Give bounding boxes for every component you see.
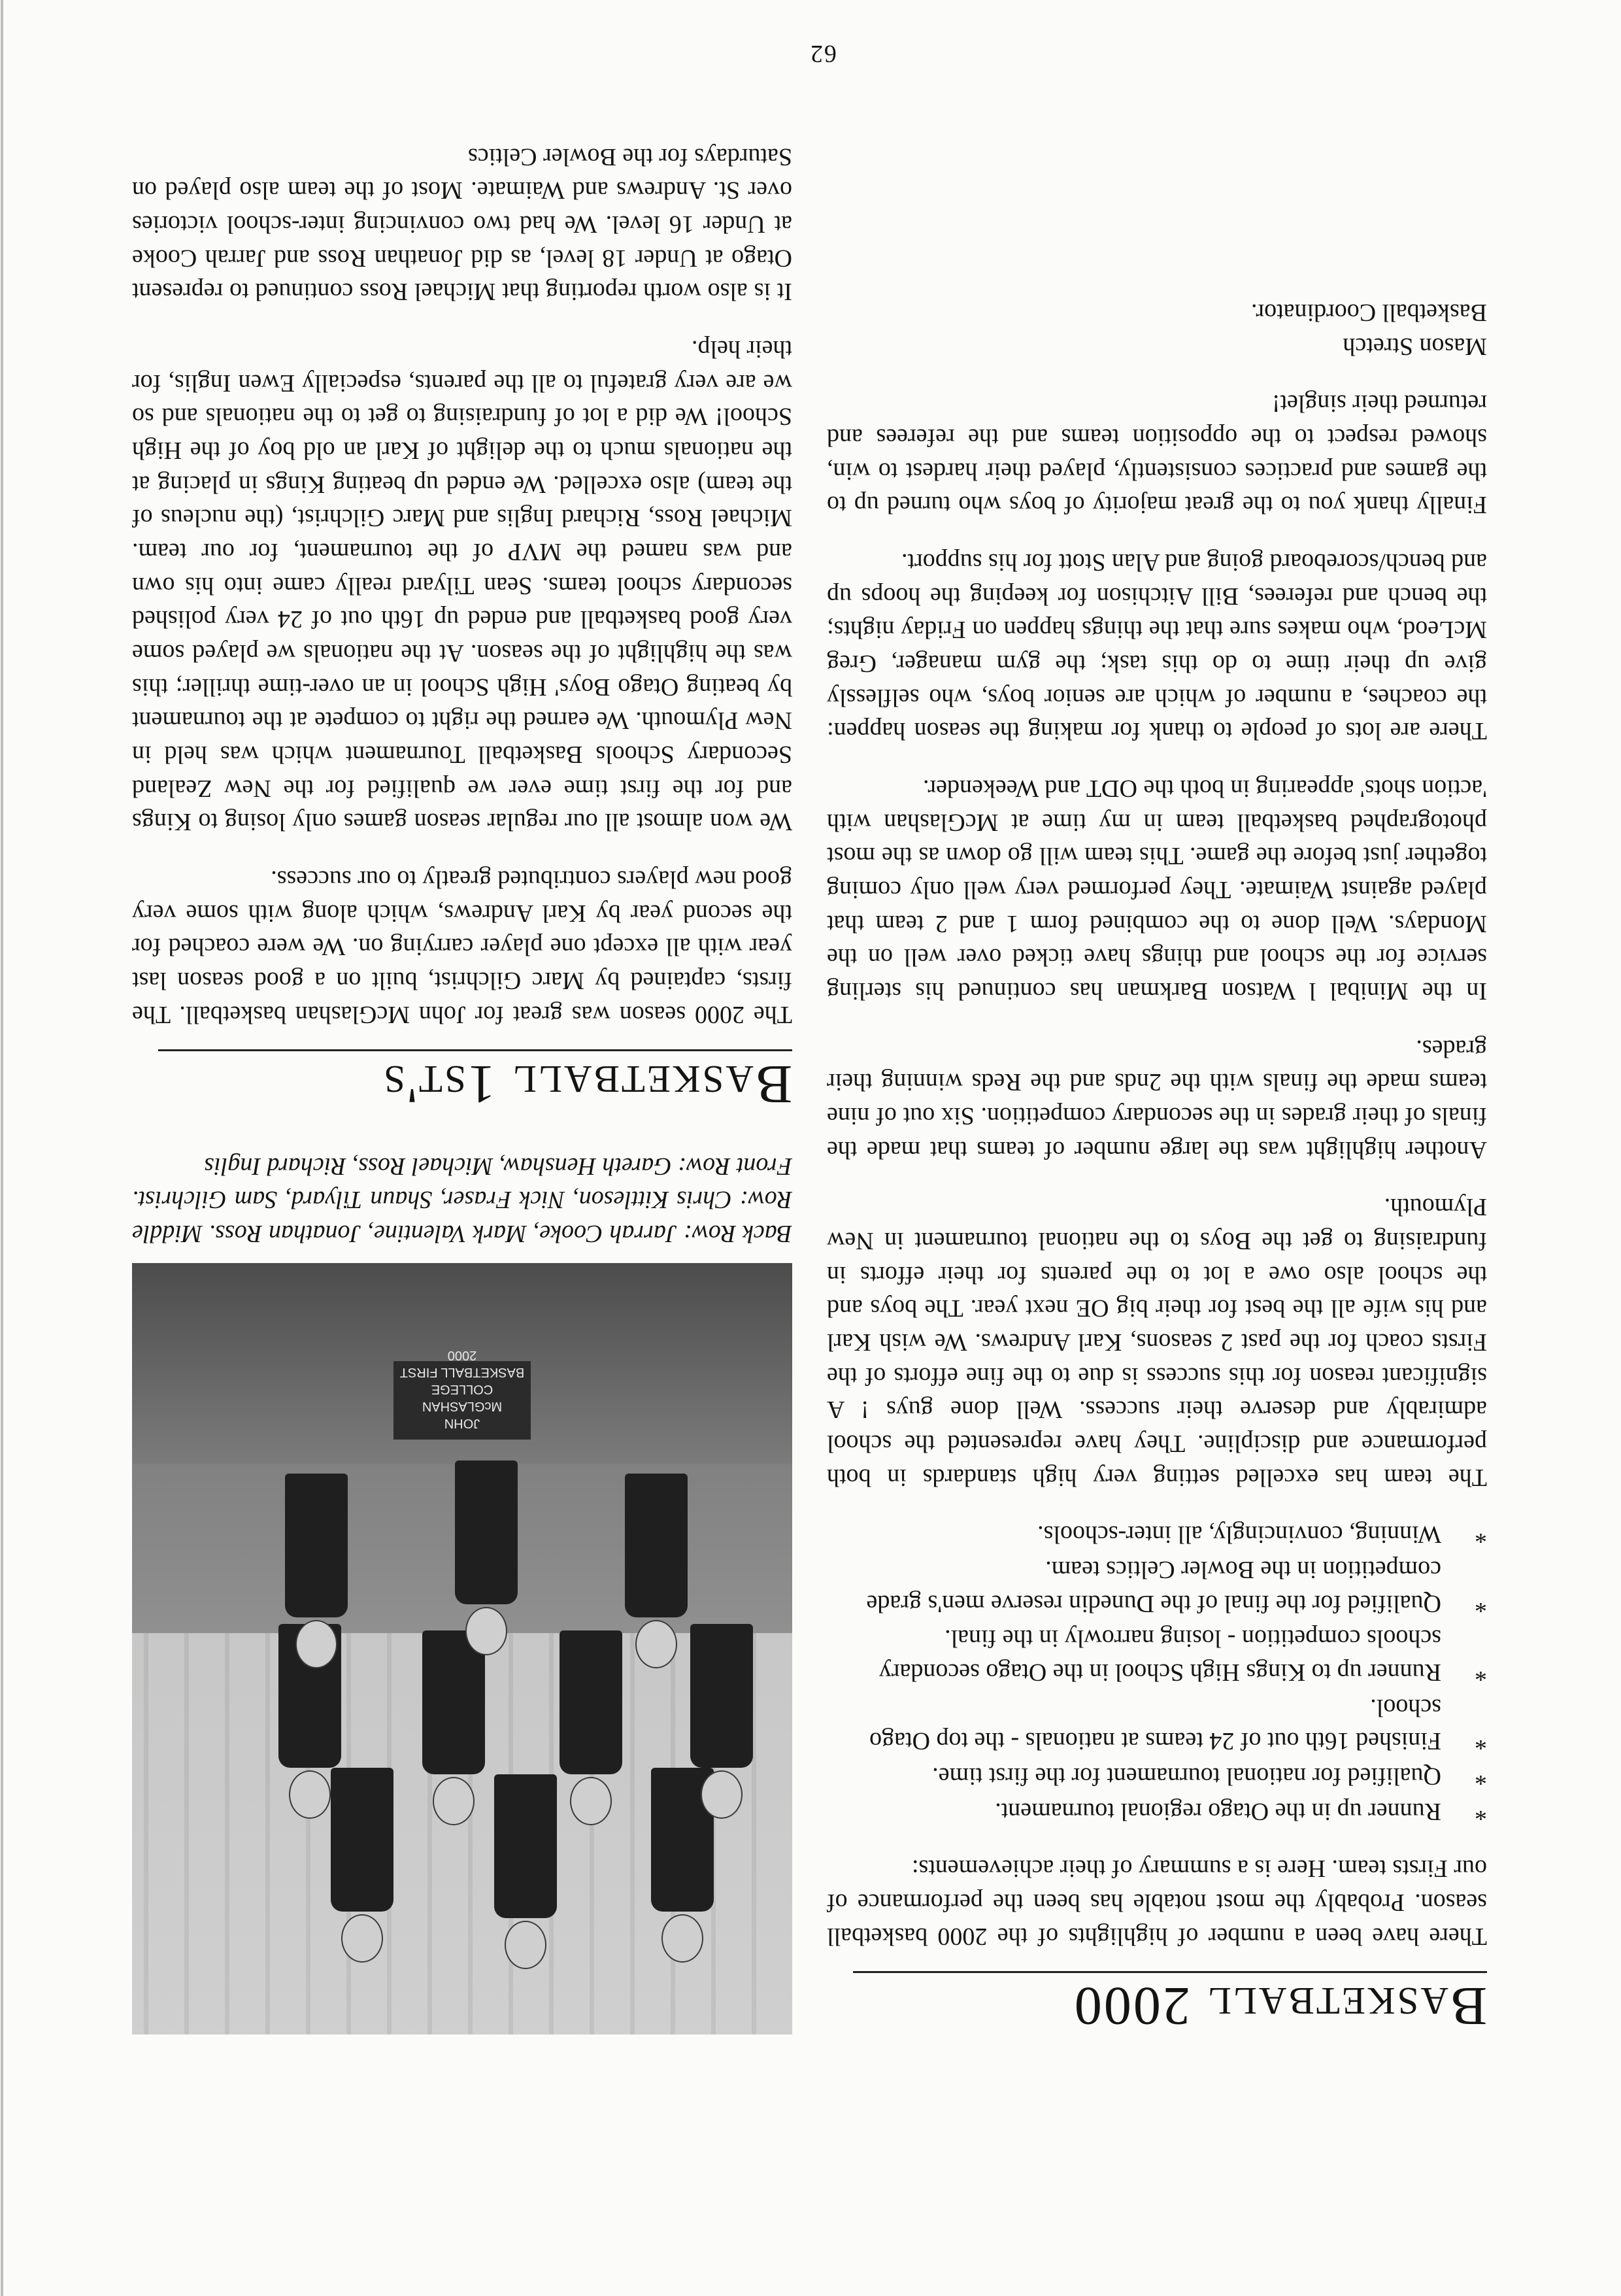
body-paragraph: Finally thank you to the great majority of boys who turned up to the games and practices consistently, played their hardest to win, showed respect to the opposition teams and the referees and returned their singlet! xyxy=(827,390,1487,519)
list-item xyxy=(827,1759,1487,1793)
banner-line: BASKETBALL FIRST xyxy=(399,1365,525,1379)
body-paragraph: The team has excelled setting very high standards in both performance and discipline. They have represented the school admirably and deserve their success. Well done guys ! A significant reason for this success is due to the fine efforts of the Firsts coach for the past 2 seasons, Karl Andrews. We wish Karl and his wife all the best for their big OE next year. The boys and the school also owe a lot to the parents for their efforts in fundraising to get the Boys to the national tournament in New Plymouth. xyxy=(827,1193,1487,1491)
player-figure xyxy=(285,1474,348,1668)
body-paragraph: It is also worth reporting that Michael Ross continued to represent Otago at Under 18 level, as did Jonathan Ross and Jarrah Cooke at Under 16 level. We had two convincing inter-school victories over St. Andrews and Waimate. Most of the team also played on Saturdays for the Bowler Celtics xyxy=(132,143,792,306)
bullet-marker: * xyxy=(1475,1727,1487,1755)
banner-line: COLLEGE xyxy=(431,1382,493,1396)
list-item xyxy=(827,1690,1487,1757)
player-figure xyxy=(494,1774,557,1969)
photo-caption: Back Row: Jarrah Cooke, Mark Valentine, Jonathan Ross. Middle Row: Chris Kittleson, Nick Fraser, Shaun Tilyard, Sam Gilchrist. Front Row: Gareth Henshaw, Michael Ross, Richard Inglis xyxy=(132,1152,792,1247)
signature-role: Basketball Coordinator. xyxy=(1251,298,1487,326)
team-banner xyxy=(393,1348,531,1440)
signature xyxy=(827,295,1487,362)
page-number: 62 xyxy=(809,40,837,67)
player-figure xyxy=(690,1624,753,1819)
basketball-2000-column xyxy=(827,295,1487,2034)
achievement-text: Runner up to Kings High School in the Otago secondary schools competition - losing narrowly in the final. xyxy=(878,1625,1441,1687)
banner-line: JOHN xyxy=(444,1416,480,1430)
basketball-1sts-title: Basketball 1st's xyxy=(382,1054,792,1115)
list-item xyxy=(827,1794,1487,1828)
achievements-list xyxy=(827,1517,1487,1828)
team-photo xyxy=(132,1263,792,2034)
list-item xyxy=(827,1517,1487,1551)
player-figure xyxy=(455,1460,518,1655)
body-paragraph: We won almost all our regular season games only losing to Kings and for the first time ever we qualified for the New Zealand Secondary Schools Basketball Tournament which was held in New Plymouth. We earned the right to compete at the tournament by beating Otago Boys' High School in an over-time thriller; this was the highlight of the season. At the nationals we played some very good basketball and ended up 16th out of 24 very polished secondary school teams. Sean Tilyard really came into his own and was named the MVP of the tournament, for our team. Michael Ross, Richard Inglis and Marc Gilchrist, (the nucleus of the team) also excelled. We ended up beating Kings in placing at the nationals much to the delight of Karl an old boy of the High School! We did a lot of fundraising to get to the nationals and so we are very grateful to all the parents, especially Ewen Inglis, for their help. xyxy=(132,335,792,836)
achievement-text: Finished 16th out of 24 teams at nationals - the top Otago school. xyxy=(869,1693,1441,1755)
basketball-2000-title: Basketball 2000 xyxy=(1072,1976,1487,2036)
signature-name: Mason Stretch xyxy=(1343,332,1487,360)
body-paragraph: There are lots of people to thank for making the season happen: the coaches, a number of which are senior boys, who selflessly give up their time to do this task; the gym manager, Greg McLeod, who makes sure that the things happen on Friday nights; the bench and referees, Bill Aitchison for keeping the hoops up and bench/scoreboard going and Alan Stott for his support. xyxy=(827,548,1487,745)
achievement-text: Qualified for national tournament for the first time. xyxy=(932,1763,1441,1791)
title-rule xyxy=(853,1971,1487,1973)
bullet-marker: * xyxy=(1475,1763,1487,1791)
player-figure xyxy=(625,1474,688,1668)
body-paragraph: In the Minibal l Watson Barkman has continued his sterling service for the school and things have ticked over well on the Mondays. Well done to the combined form 1 and 2 team that played against Waimate. They performed very well only coming together just before the game. This team will go down as the most photographed basketball team in my time at McGlashan with 'action shots' appearing in both the ODT and Weekender. xyxy=(827,774,1487,1005)
bullet-marker: * xyxy=(1475,1659,1487,1687)
achievement-text: Winning, convincingly, all inter-schools. xyxy=(1037,1521,1441,1549)
bullet-marker: * xyxy=(1475,1521,1487,1549)
player-figure xyxy=(560,1630,622,1825)
list-item xyxy=(827,1552,1487,1619)
achievement-text: Qualified for the final of the Dunedin reserve men's grade competition in the Bowler Celtics team. xyxy=(866,1556,1441,1617)
body-paragraph: The 2000 season was great for John McGlashan basketball. The firsts, captained by Marc Gilchrist, built on a good season last year with all except one player carrying on. We were coached for the second year by Karl Andrews, which along with some very good new players contributed greatly to our success. xyxy=(132,866,792,1028)
basketball-1sts-column xyxy=(132,116,792,1113)
achievement-text: Runner up in the Otago regional tournament. xyxy=(995,1797,1441,1825)
player-figure xyxy=(422,1630,485,1825)
bullet-marker: * xyxy=(1475,1589,1487,1617)
body-paragraph: Another highlight was the large number of teams that made the finals of their grades in the secondary competition. Six out of nine teams made the finals with the 2nds and the Reds winning their grades. xyxy=(827,1034,1487,1164)
scan-edge-line xyxy=(1,0,3,2296)
intro-paragraph: There have been a number of highlights of the 2000 basketball season. Probably the most notable has been the performance of our Firsts team. Here is a summary of their achievements: xyxy=(827,1855,1487,1950)
title-rule xyxy=(158,1049,792,1051)
bullet-marker: * xyxy=(1475,1797,1487,1825)
banner-line: 2000 xyxy=(447,1348,477,1362)
banner-line: McGLASHAN xyxy=(422,1399,503,1413)
list-item xyxy=(827,1621,1487,1689)
